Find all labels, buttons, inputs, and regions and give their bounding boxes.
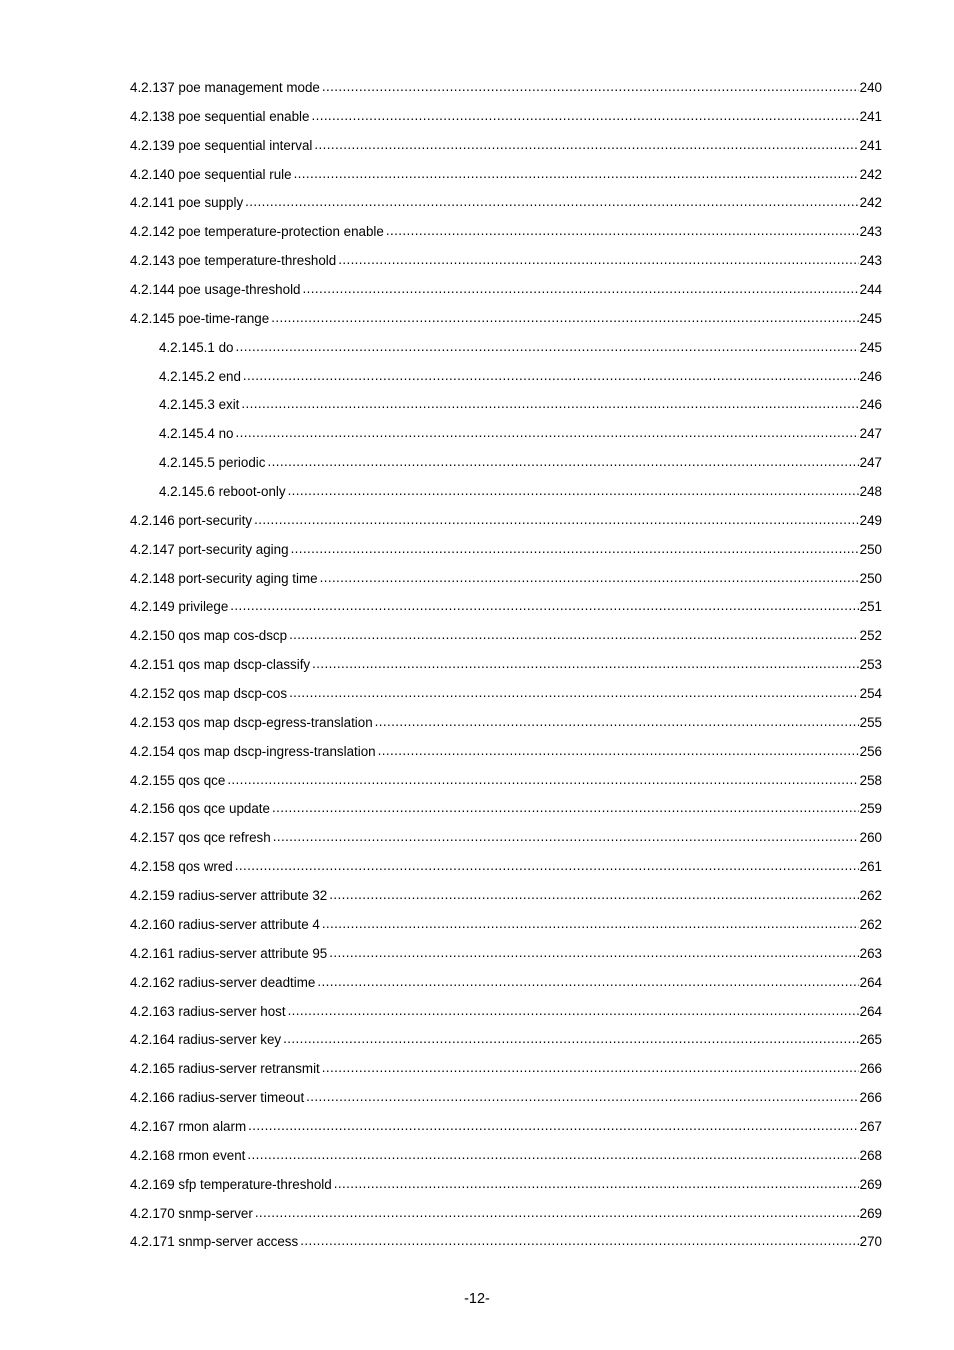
toc-entry-page: 243 xyxy=(859,224,882,240)
toc-entry-page: 253 xyxy=(859,657,882,673)
toc-entry-page: 247 xyxy=(859,455,882,471)
toc-entry[interactable] xyxy=(130,738,882,767)
toc-entry-page: 242 xyxy=(859,166,882,182)
toc-entry-title: 4.2.148 port-security aging time xyxy=(130,570,318,586)
toc-entry-page: 264 xyxy=(859,1003,882,1019)
toc-entry[interactable] xyxy=(130,565,882,594)
toc-entry[interactable] xyxy=(130,622,882,651)
toc-entry-title: 4.2.145.2 end xyxy=(159,368,241,384)
toc-entry[interactable] xyxy=(130,103,882,132)
toc-entry-page: 266 xyxy=(859,1090,882,1106)
toc-entry-title: 4.2.152 qos map dscp-cos xyxy=(130,686,288,702)
toc-entry-title: 4.2.154 qos map dscp-ingress-translation xyxy=(130,743,376,759)
toc-entry-title: 4.2.137 poe management mode xyxy=(130,80,320,95)
toc-entry[interactable] xyxy=(130,478,882,507)
toc-entry-title: 4.2.145.1 do xyxy=(159,339,234,355)
toc-entry-title: 4.2.138 poe sequential enable xyxy=(130,108,310,124)
dot-leader xyxy=(317,968,858,997)
toc-entry-page: 259 xyxy=(859,801,882,817)
toc-entry-title: 4.2.140 poe sequential rule xyxy=(130,166,292,182)
toc-entry[interactable] xyxy=(130,247,882,276)
toc-entry[interactable] xyxy=(130,824,882,853)
toc-entry-title: 4.2.150 qos map cos-dscp xyxy=(130,628,288,644)
dot-leader xyxy=(322,73,859,102)
toc-entry-title: 4.2.158 qos wred xyxy=(130,859,233,875)
toc-entry[interactable] xyxy=(130,795,882,824)
toc-entry[interactable] xyxy=(130,161,882,190)
toc-entry-page: 247 xyxy=(859,426,882,442)
toc-entry[interactable] xyxy=(130,853,882,882)
dot-leader xyxy=(322,1054,859,1083)
toc-entry[interactable] xyxy=(130,449,882,478)
toc-entry-page: 254 xyxy=(859,686,882,702)
toc-entry-page: 245 xyxy=(859,339,882,355)
toc-entry-page: 240 xyxy=(859,80,882,95)
dot-leader xyxy=(272,794,859,823)
dot-leader xyxy=(303,275,859,304)
toc-entry[interactable] xyxy=(130,709,882,738)
toc-entry-title: 4.2.163 radius-server host xyxy=(130,1003,286,1019)
dot-leader xyxy=(254,506,859,535)
dot-leader xyxy=(267,448,858,477)
toc-entry-title: 4.2.165 radius-server retransmit xyxy=(130,1061,320,1077)
toc-entry-page: 258 xyxy=(859,772,882,788)
dot-leader xyxy=(288,477,859,506)
toc-entry-page: 241 xyxy=(859,137,882,153)
toc-entry[interactable] xyxy=(130,998,882,1027)
dot-leader xyxy=(227,766,858,795)
toc-entry-page: 248 xyxy=(859,484,882,500)
toc-entry-title: 4.2.159 radius-server attribute 32 xyxy=(130,888,328,904)
toc-entry-title: 4.2.169 sfp temperature-threshold xyxy=(130,1176,332,1192)
dot-leader xyxy=(243,362,859,391)
dot-leader xyxy=(311,102,858,131)
toc-entry-page: 246 xyxy=(859,397,882,413)
toc-entry[interactable] xyxy=(130,882,882,911)
toc-entry[interactable] xyxy=(130,1142,882,1171)
dot-leader xyxy=(288,997,859,1026)
dot-leader xyxy=(314,131,858,160)
toc-entry[interactable] xyxy=(130,507,882,536)
toc-entry[interactable] xyxy=(130,940,882,969)
dot-leader xyxy=(235,333,858,362)
toc-entry-title: 4.2.171 snmp-server access xyxy=(130,1234,299,1250)
toc-entry[interactable] xyxy=(130,767,882,796)
toc-entry-title: 4.2.142 poe temperature-protection enable xyxy=(130,224,384,240)
toc-entry-page: 266 xyxy=(859,1061,882,1077)
toc-entry[interactable] xyxy=(130,420,882,449)
toc-entry-title: 4.2.145.5 periodic xyxy=(159,455,266,471)
toc-entry-title: 4.2.145 poe-time-range xyxy=(130,310,270,326)
toc-entry-page: 264 xyxy=(859,974,882,990)
toc-entry-page: 261 xyxy=(859,859,882,875)
toc-entry-title: 4.2.168 rmon event xyxy=(130,1147,246,1163)
toc-entry[interactable] xyxy=(130,276,882,305)
toc-entry-page: 242 xyxy=(859,195,882,211)
dot-leader xyxy=(247,1141,858,1170)
toc-entry[interactable] xyxy=(130,334,882,363)
toc-entry-page: 251 xyxy=(859,599,882,615)
dot-leader xyxy=(386,217,859,246)
table-of-contents xyxy=(130,74,882,1257)
toc-entry[interactable] xyxy=(130,218,882,247)
toc-entry-title: 4.2.167 rmon alarm xyxy=(130,1118,247,1134)
toc-entry-page: 269 xyxy=(859,1176,882,1192)
dot-leader xyxy=(255,1199,859,1228)
toc-entry-title: 4.2.144 poe usage-threshold xyxy=(130,282,301,298)
toc-entry[interactable] xyxy=(130,391,882,420)
toc-entry-page: 246 xyxy=(859,368,882,384)
dot-leader xyxy=(230,592,858,621)
dot-leader xyxy=(273,823,859,852)
dot-leader xyxy=(378,737,859,766)
toc-entry-page: 262 xyxy=(859,916,882,932)
toc-entry-title: 4.2.166 radius-server timeout xyxy=(130,1090,305,1106)
toc-entry-page: 244 xyxy=(859,282,882,298)
toc-entry[interactable] xyxy=(130,1200,882,1229)
toc-entry-title: 4.2.145.6 reboot-only xyxy=(159,484,286,500)
dot-leader xyxy=(271,304,858,333)
dot-leader xyxy=(294,160,859,189)
dot-leader xyxy=(329,881,858,910)
toc-entry[interactable] xyxy=(130,1113,882,1142)
toc-entry[interactable] xyxy=(130,363,882,392)
dot-leader xyxy=(306,1083,858,1112)
toc-entry-page: 256 xyxy=(859,743,882,759)
toc-entry-title: 4.2.160 radius-server attribute 4 xyxy=(130,916,320,932)
toc-entry-title: 4.2.146 port-security xyxy=(130,512,253,528)
toc-entry[interactable] xyxy=(130,305,882,334)
dot-leader xyxy=(289,679,859,708)
toc-entry[interactable] xyxy=(130,651,882,680)
toc-entry-title: 4.2.139 poe sequential interval xyxy=(130,137,313,153)
dot-leader xyxy=(241,390,858,419)
toc-entry-page: 249 xyxy=(859,512,882,528)
toc-entry[interactable] xyxy=(130,1084,882,1113)
dot-leader xyxy=(329,939,858,968)
toc-entry-title: 4.2.149 privilege xyxy=(130,599,229,615)
dot-leader xyxy=(235,419,858,448)
toc-entry-title: 4.2.145.3 exit xyxy=(159,397,240,413)
toc-entry-page: 263 xyxy=(859,945,882,961)
toc-entry[interactable] xyxy=(130,1171,882,1200)
toc-entry-page: 268 xyxy=(859,1147,882,1163)
toc-entry-title: 4.2.164 radius-server key xyxy=(130,1032,282,1048)
toc-entry[interactable] xyxy=(130,132,882,161)
toc-entry-page: 269 xyxy=(859,1205,882,1221)
toc-entry-page: 243 xyxy=(859,253,882,269)
toc-entry-page: 241 xyxy=(859,108,882,124)
toc-entry-page: 260 xyxy=(859,830,882,846)
toc-entry[interactable] xyxy=(130,1026,882,1055)
toc-entry-title: 4.2.157 qos qce refresh xyxy=(130,830,271,846)
toc-entry-page: 267 xyxy=(859,1118,882,1134)
dot-leader xyxy=(338,246,858,275)
toc-entry-title: 4.2.170 snmp-server xyxy=(130,1205,253,1221)
toc-entry-title: 4.2.141 poe supply xyxy=(130,195,244,211)
toc-entry[interactable] xyxy=(130,680,882,709)
dot-leader xyxy=(375,708,859,737)
toc-entry-title: 4.2.147 port-security aging xyxy=(130,541,289,557)
toc-entry-page: 252 xyxy=(859,628,882,644)
toc-entry-title: 4.2.153 qos map dscp-egress-translation xyxy=(130,714,373,730)
toc-entry-title: 4.2.143 poe temperature-threshold xyxy=(130,253,337,269)
toc-entry-title: 4.2.155 qos qce xyxy=(130,772,226,788)
toc-entry-page: 245 xyxy=(859,310,882,326)
dot-leader xyxy=(322,910,859,939)
dot-leader xyxy=(289,621,859,650)
toc-entry[interactable] xyxy=(130,593,882,622)
toc-entry-title: 4.2.162 radius-server deadtime xyxy=(130,974,316,990)
toc-entry-title: 4.2.156 qos qce update xyxy=(130,801,270,817)
toc-entry[interactable] xyxy=(130,1055,882,1084)
dot-leader xyxy=(283,1025,859,1054)
toc-entry-page: 270 xyxy=(859,1234,882,1250)
toc-entry-page: 255 xyxy=(859,714,882,730)
toc-entry-title: 4.2.145.4 no xyxy=(159,426,234,442)
toc-entry[interactable] xyxy=(130,74,882,103)
toc-entry-page: 250 xyxy=(859,541,882,557)
dot-leader xyxy=(320,564,859,593)
dot-leader xyxy=(291,535,859,564)
dot-leader xyxy=(300,1227,858,1256)
page-number: -12- xyxy=(464,1291,490,1307)
toc-entry-page: 262 xyxy=(859,888,882,904)
dot-leader xyxy=(312,650,859,679)
dot-leader xyxy=(245,188,858,217)
toc-entry-title: 4.2.151 qos map dscp-classify xyxy=(130,657,311,673)
toc-entry-page: 250 xyxy=(859,570,882,586)
toc-entry[interactable] xyxy=(130,536,882,565)
dot-leader xyxy=(235,852,859,881)
toc-entry[interactable] xyxy=(130,911,882,940)
dot-leader xyxy=(248,1112,859,1141)
dot-leader xyxy=(334,1170,859,1199)
toc-entry[interactable] xyxy=(130,969,882,998)
toc-entry-title: 4.2.161 radius-server attribute 95 xyxy=(130,945,328,961)
toc-entry[interactable] xyxy=(130,189,882,218)
toc-entry[interactable] xyxy=(130,1228,882,1257)
toc-entry-page: 265 xyxy=(859,1032,882,1048)
